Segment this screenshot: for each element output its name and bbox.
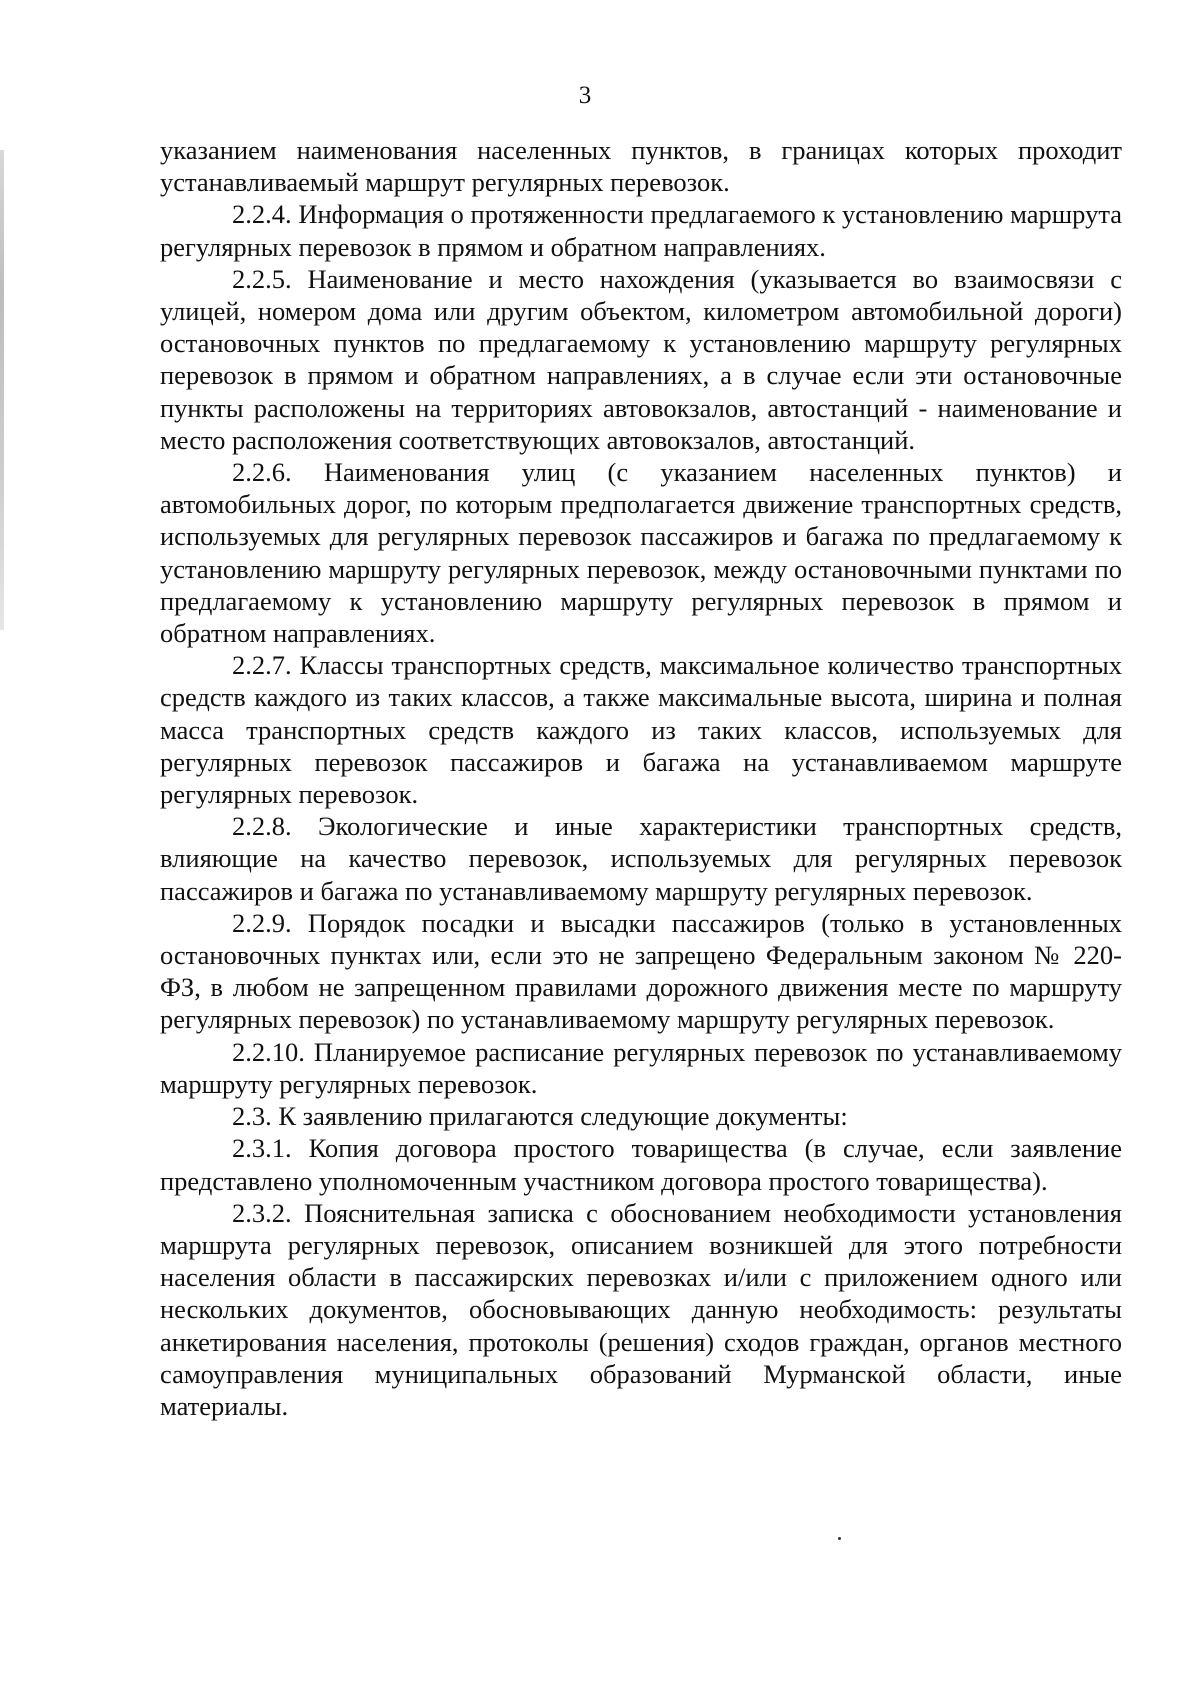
paragraph-2-2-4: 2.2.4. Информация о протяженности предлагаемого к установлению маршрута регулярных перевозок в прямом и обратном направлениях. [160,199,1122,262]
paragraph-continuation: указанием наименования населенных пунктов, в границах которых проходит устанавливаемый маршрут регулярных перевозок. [160,135,1122,198]
paragraph-2-3-1: 2.3.1. Копия договора простого товарищества (в случае, если заявление представлено уполномоченным участником договора простого товарищества). [160,1133,1122,1196]
paragraph-2-2-6: 2.2.6. Наименования улиц (с указанием населенных пунктов) и автомобильных дорог, по которым предполагается движение транспортных средств, используемых для регулярных перевозок пассажиров и багажа по предлагаемому к установлению маршруту регулярных перевозок, между остановочными пунктами по предлагаемому к установлению маршруту регулярных перевозок в прямом и обратном направлениях. [160,457,1122,649]
paragraph-2-2-5: 2.2.5. Наименование и место нахождения (указывается во взаимосвязи с улицей, номером дома или другим объектом, километром автомобильной дороги) остановочных пунктов по предлагаемому к установлению маршруту регулярных перевозок в прямом и обратном направлениях, а в случае если эти остановочные пункты расположены на территориях автовокзалов, автостанций - наименование и место расположения соответствующих автовокзалов, автостанций. [160,263,1122,455]
page-number: 3 [578,82,592,109]
paragraph-2-2-9: 2.2.9. Порядок посадки и высадки пассажиров (только в установленных остановочных пунктах или, если это не запрещено Федеральным законом № 220-ФЗ, в любом не запрещенном правилами дорожного движения месте по маршруту регулярных перевозок) по устанавливаемому маршруту регулярных перевозок. [160,907,1122,1035]
paragraph-2-3: 2.3. К заявлению прилагаются следующие документы: [232,1101,848,1132]
document-body [160,134,1122,1422]
paragraph-2-2-7: 2.2.7. Классы транспортных средств, максимальное количество транспортных средств каждого из таких классов, а также максимальные высота, ширина и полная масса транспортных средств каждого из таких классов, используемых для регулярных перевозок пассажиров и багажа на устанавливаемом маршруте регулярных перевозок. [160,650,1122,810]
paragraph-2-2-8: 2.2.8. Экологические и иные характеристики транспортных средств, влияющие на качество перевозок, используемых для регулярных перевозок пассажиров и багажа по устанавливаемому маршруту регулярных перевозок. [160,811,1122,906]
paragraph-2-3-2: 2.3.2. Пояснительная записка с обоснованием необходимости установления маршрута регулярных перевозок, описанием возникшей для этого потребности населения области в пассажирских перевозках и/или с приложением одного или нескольких документов, обосновывающих данную необходимость: результаты анкетирования населения, протоколы (решения) сходов граждан, органов местного самоуправления муниципальных образований Мурманской области, иные материалы. [160,1197,1122,1421]
scan-edge-shadow [0,150,4,630]
paragraph-2-2-10: 2.2.10. Планируемое расписание регулярных перевозок по устанавливаемому маршруту регулярных перевозок. [160,1036,1122,1099]
stray-ink-mark [838,1537,841,1540]
